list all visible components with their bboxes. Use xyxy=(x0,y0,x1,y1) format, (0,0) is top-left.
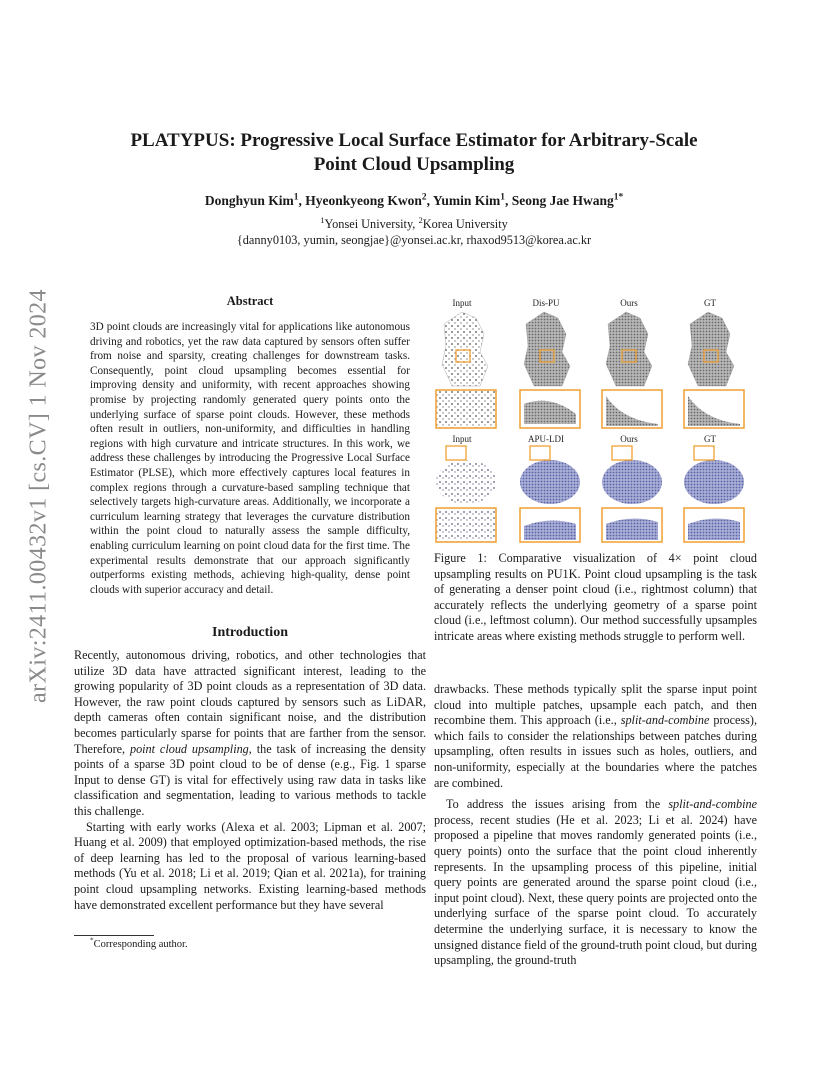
footnote-mark: * xyxy=(90,935,94,945)
statue-input xyxy=(442,312,488,386)
author-name: Hyeonkyeong Kwon xyxy=(305,193,422,208)
text-span: drawbacks. These methods typically split the sparse input point cloud into multiple patches, upsample each patch, and then recombine them. This approach (i.e., xyxy=(434,682,757,728)
cat-input xyxy=(436,446,496,504)
figure-label-ours: Ours xyxy=(620,298,638,308)
intro-paragraph-2: Starting with early works (Alexa et al. 2003; Lipman et al. 2007; Huang et al. 2009) that employed optimization-based methods, the rise of deep learning has led to the proposal of various learning-based methods (Yu et al. 2018; Li et al. 2019; Qian et al. 2021a), for training point cloud upsampling networks. Existing learning-based methods have demonstrated excellent performance but they have several xyxy=(74,819,426,912)
figure-label-input-2: Input xyxy=(452,434,472,444)
affil-mark: 1 xyxy=(320,214,325,225)
emphasis: split-and-combine xyxy=(668,797,757,812)
figure-label-gt: GT xyxy=(704,298,716,308)
right-paragraph-1 xyxy=(434,682,757,791)
figure-label-gt-2: GT xyxy=(704,434,716,444)
cat-ours xyxy=(602,446,662,504)
affiliations xyxy=(100,216,728,248)
right-column-body xyxy=(434,682,757,969)
author-name: Yumin Kim xyxy=(432,193,501,208)
zoom-boxes-row1 xyxy=(436,390,744,428)
title-line-2: Point Cloud Upsampling xyxy=(313,154,515,175)
arxiv-identifier-text: arXiv:2411.00432v1 [cs.CV] 1 Nov 2024 xyxy=(25,289,52,703)
text-span: Figure 1: Comparative visualization of 4 xyxy=(434,551,675,565)
arxiv-identifier-sidebar xyxy=(14,286,64,706)
statue-dispu xyxy=(524,312,570,386)
figure-1 xyxy=(432,294,760,544)
affil-mark: 2 xyxy=(418,214,423,225)
footnote-text: Corresponding author. xyxy=(93,939,188,950)
author-mark: 1 xyxy=(293,192,299,203)
author-list: Donghyun Kim$^1$, Hyeonkyeong Kwon$^2$, Yumin Kim$^1$, Seong Jae Hwang$^{1*}$ xyxy=(204,192,624,208)
footnote xyxy=(90,935,188,950)
cat-apuldi xyxy=(520,446,580,504)
text-span: Recently, autonomous driving, robotics, and other technologies that utilize 3D data have attracted significant interest, leading to the growing popularity of 3D point clouds as a representation of 3D data. However, the raw point clouds captured by sensors such as LiDAR, depth cameras often contain significant noise, and the distribution becomes particularly sparse for points that are farther from the sensor. Therefore, xyxy=(74,648,426,756)
figure-label-apuldi: APU-LDI xyxy=(528,434,564,444)
abstract-heading: Abstract xyxy=(226,294,274,308)
figure-label-input: Input xyxy=(452,298,472,308)
zoom-boxes-row2 xyxy=(436,508,744,542)
statue-ours xyxy=(606,312,652,386)
point-cloud-visualization xyxy=(432,294,760,544)
figure-label-dispu: Dis-PU xyxy=(532,298,560,308)
affiliation-line xyxy=(100,216,728,232)
abstract-body: 3D point clouds are increasingly vital for applications like autonomous driving and robotics, yet the raw data captured by sensors often suffer from noise and sparsity, creating challenges for downstream tasks. Consequently, point cloud upsampling becomes essential for improving density and uniformity, with recent approaches showing promise by projecting randomly generated query points onto the underlying surface of sparse point clouds. However, these methods often result in outliers, non-uniformity, and difficulties in handling regions with high curvature and intricate structures. In this work, we address these challenges by introducing the Progressive Local Surface Estimator (PLSE), which more effectively captures local features in complex regions through a curvature-based sampling technique that selectively targets high-curvature areas. Additionally, we incorporate a curriculum learning strategy that leverages the curvature distribution within the point cloud to naturally assess the sample difficulty, enabling curriculum learning on point cloud data for the first time. The experimental results demonstrate that our approach significantly outperforms existing methods, achieving high-quality, dense point clouds with superior accuracy and detail. xyxy=(90,321,410,596)
affil-name: Yonsei University, xyxy=(324,217,419,231)
cat-gt xyxy=(684,446,744,504)
text-span: point cloud upsampling results on PU1K. Point cloud upsampling is the task of generating a denser point cloud (i.e., rightmost column) that accurately reflects the underlying geometry of a sparse point cloud (i.e., leftmost column). Our method successfully upsamples intricate areas where existing methods struggle to perform well. xyxy=(434,551,757,643)
footnote-rule xyxy=(74,935,154,936)
author-mark: 2 xyxy=(421,192,427,203)
author-name: Donghyun Kim xyxy=(204,193,294,208)
text-span: process), which fails to consider the relationships between patches during upsampling, often results in issues such as holes, outliers, and non-uniformity, especially at the boundaries where the patches are combined. xyxy=(434,713,758,790)
statue-gt xyxy=(688,312,734,386)
author-mark: 1 xyxy=(500,192,505,203)
author-mark: 1* xyxy=(613,192,624,203)
introduction-heading: Introduction xyxy=(212,625,288,640)
text-span: process, recent studies (He et al. 2023; Li et al. 2024) have proposed a pipeline that moves randomly generated points (i.e., query points) onto the surface that the point cloud inherently represents. In the upsampling process of this pipeline, initial query points are generated around the sparse point cloud (i.e., input point cloud). Next, these query points are projected onto the underlying surface of the sparse point cloud. To accurately determine the underlying surface, it is necessary to know the unsigned distance field of the ground-truth point cloud, but during upsampling, the ground-truth xyxy=(434,812,757,968)
emphasis: split-and-combine xyxy=(620,713,710,728)
figure-label-ours-2: Ours xyxy=(620,434,638,444)
emphasis: point cloud upsampling xyxy=(129,741,249,756)
paper-title xyxy=(100,129,728,177)
text-span: , the task of increasing the density points of a sparse 3D point cloud to be of dense (e.g., Fig. 1 sparse Input to dense GT) is vital for effectively using raw data in tasks like classification and segmentation, leading to various methods to tackle this challenge. xyxy=(74,741,427,818)
right-paragraph-2 xyxy=(434,797,757,969)
author-emails: {danny0103, yumin, seongjae}@yonsei.ac.kr, rhaxod9513@korea.ac.kr xyxy=(236,233,592,247)
introduction-body xyxy=(74,648,426,913)
intro-paragraph-1 xyxy=(74,648,426,820)
title-line-1: PLATYPUS: Progressive Local Surface Estimator for Arbitrary-Scale xyxy=(130,130,698,151)
text-span: × xyxy=(674,551,682,565)
text-span: To address the issues arising from the xyxy=(446,797,669,812)
affil-name: Korea University xyxy=(422,217,508,231)
figure-1-caption xyxy=(434,551,757,645)
author-name: Seong Jae Hwang xyxy=(511,193,614,208)
